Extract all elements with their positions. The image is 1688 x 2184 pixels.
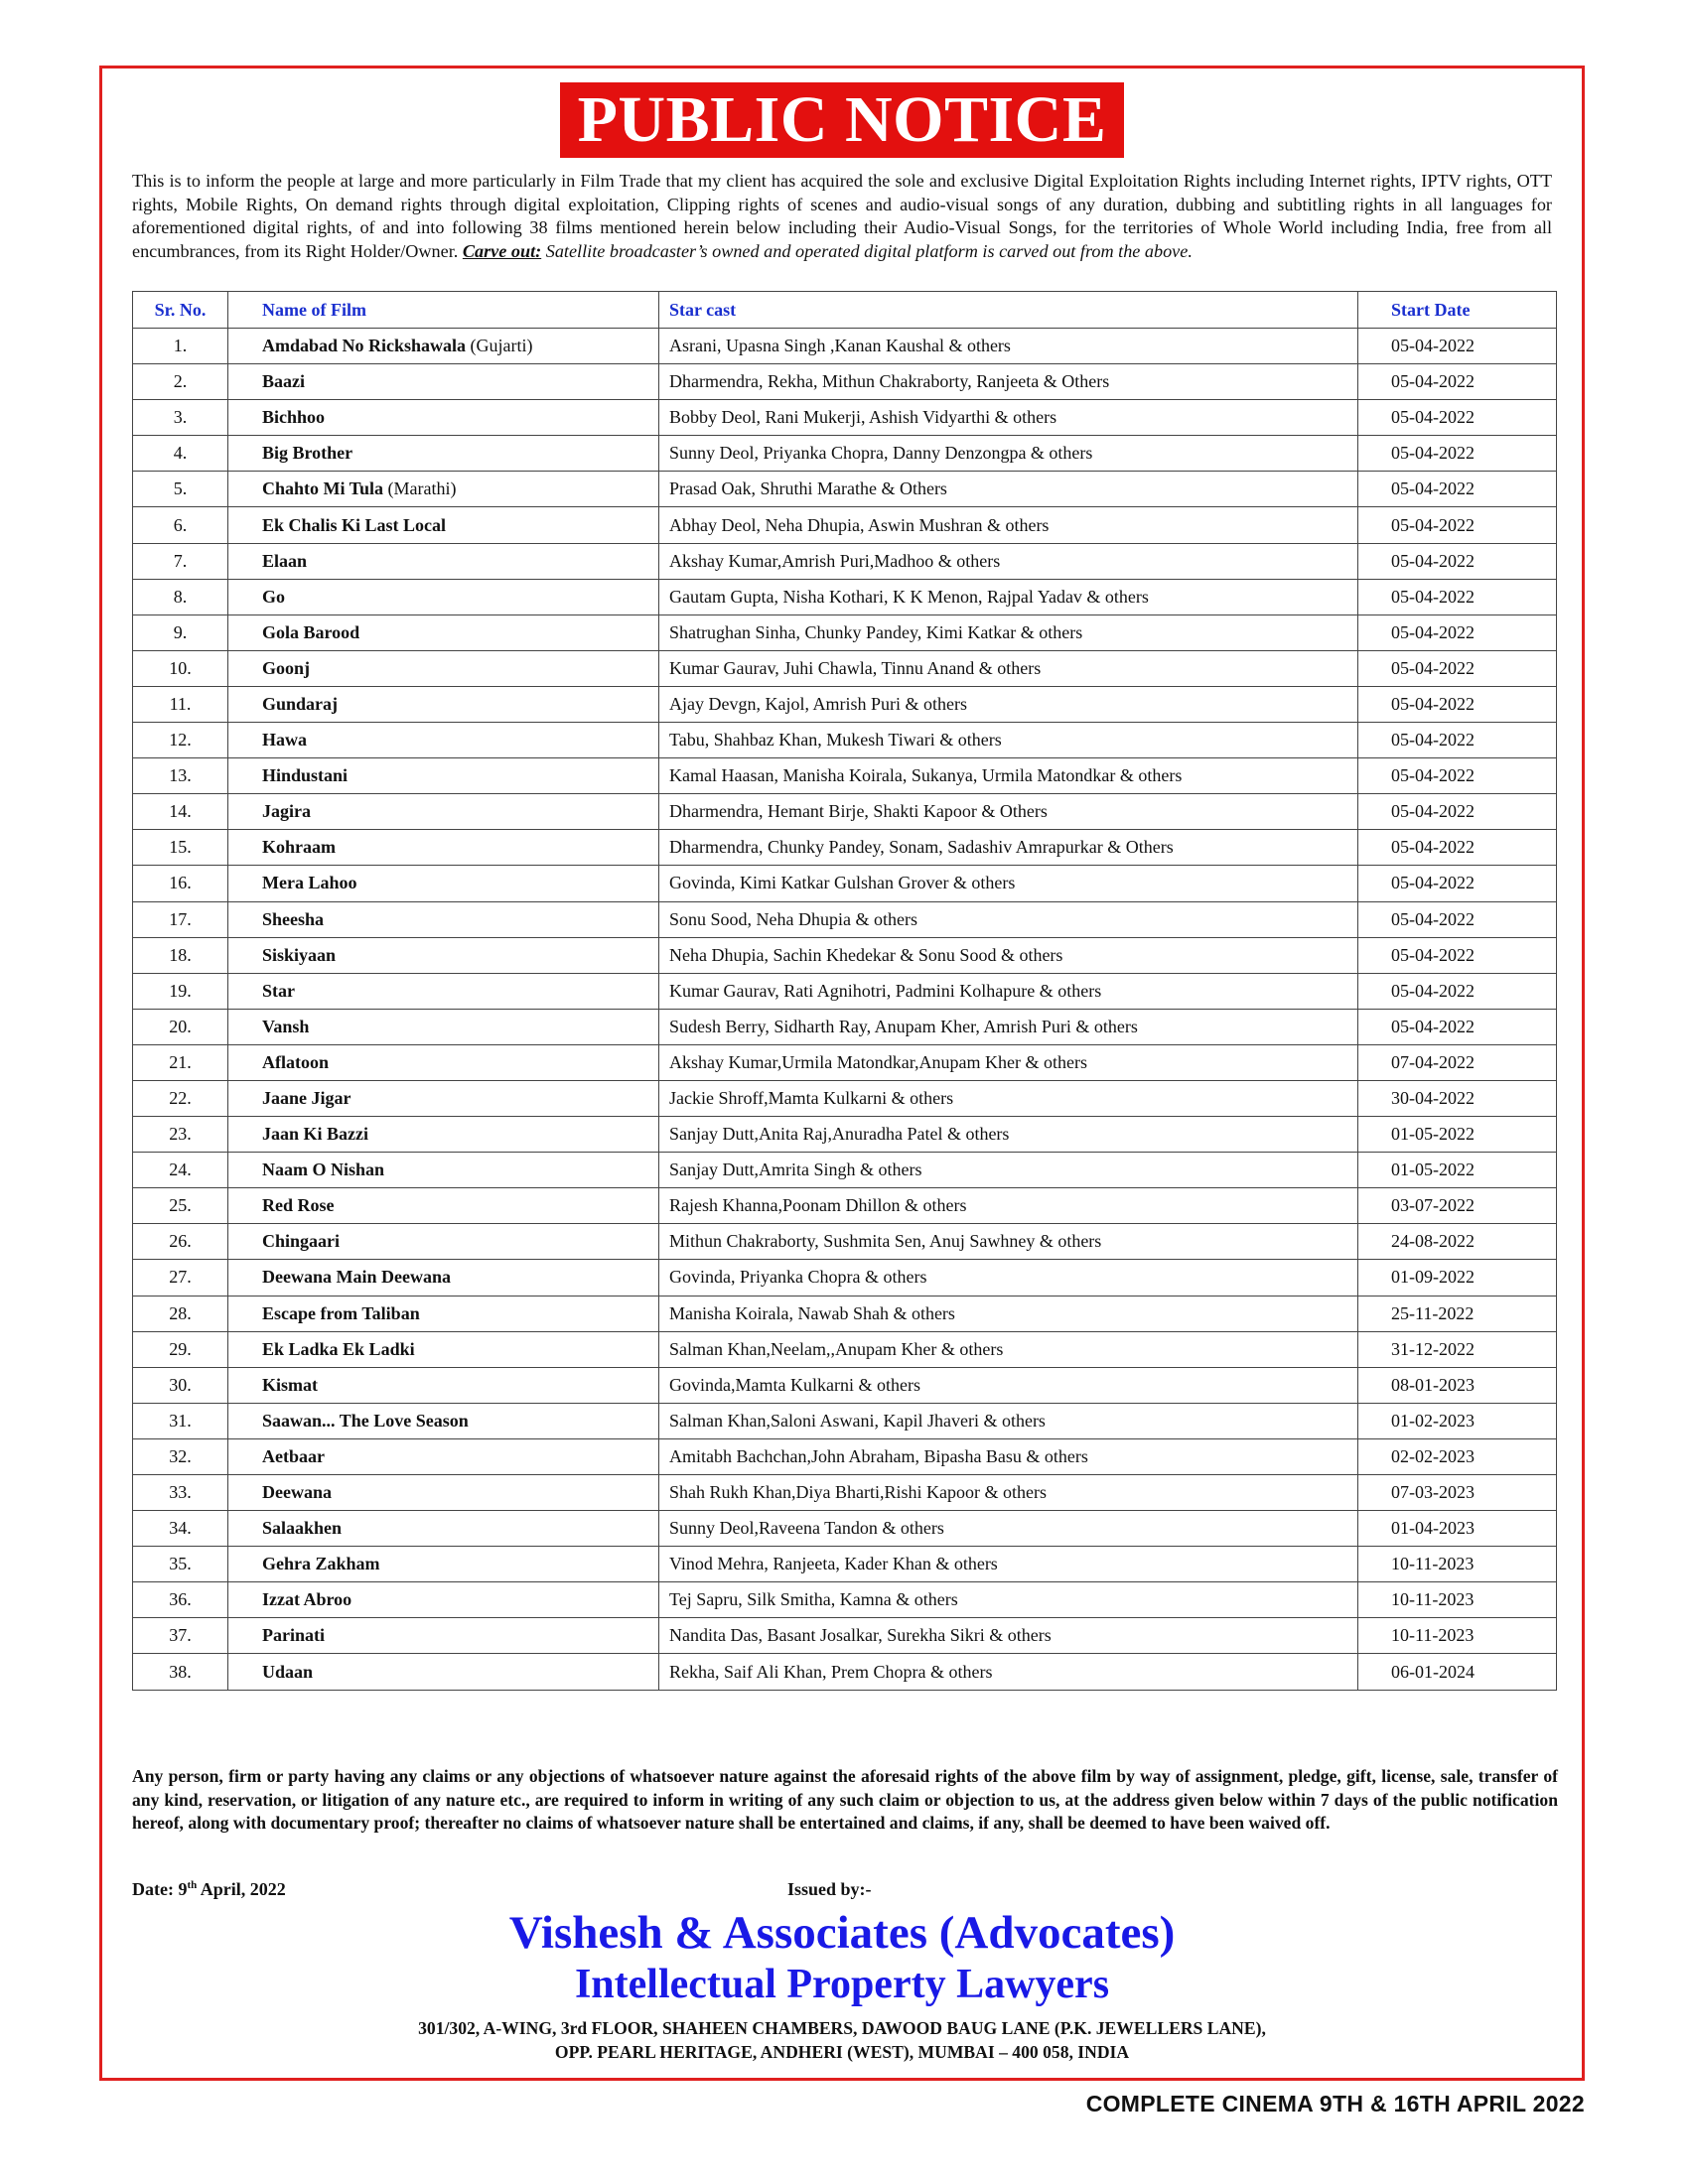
cell-sr-no: 10. [133, 650, 228, 686]
cell-sr-no: 5. [133, 472, 228, 507]
cell-film-name [228, 364, 659, 400]
film-language: (Gujarti) [466, 336, 533, 356]
cell-sr-no: 12. [133, 723, 228, 758]
cell-sr-no: 9. [133, 614, 228, 650]
cell-sr-no: 4. [133, 436, 228, 472]
cell-sr-no: 8. [133, 579, 228, 614]
films-table-body [133, 329, 1557, 1691]
film-title: Mera Lahoo [262, 873, 357, 893]
cell-sr-no: 22. [133, 1080, 228, 1116]
cell-sr-no: 33. [133, 1475, 228, 1511]
cell-sr-no: 16. [133, 866, 228, 901]
cell-start-date: 05-04-2022 [1358, 830, 1557, 866]
cell-film-name [228, 1367, 659, 1403]
cell-star-cast: Bobby Deol, Rani Mukerji, Ashish Vidyarthi & others [659, 400, 1358, 436]
address-line-1: 301/302, A-WING, 3rd FLOOR, SHAHEEN CHAMBERS, DAWOOD BAUG LANE (P.K. JEWELLERS LANE), [418, 2018, 1266, 2038]
table-row [133, 579, 1557, 614]
cell-start-date: 10-11-2023 [1358, 1547, 1557, 1582]
cell-start-date: 24-08-2022 [1358, 1224, 1557, 1260]
cell-start-date: 05-04-2022 [1358, 436, 1557, 472]
cell-sr-no: 30. [133, 1367, 228, 1403]
table-row [133, 1331, 1557, 1367]
cell-start-date: 05-04-2022 [1358, 614, 1557, 650]
cell-film-name [228, 1117, 659, 1153]
film-title: Jagira [262, 801, 311, 822]
cell-start-date: 07-03-2023 [1358, 1475, 1557, 1511]
cell-start-date: 05-04-2022 [1358, 686, 1557, 722]
table-row [133, 1224, 1557, 1260]
cell-start-date: 05-04-2022 [1358, 1009, 1557, 1044]
cell-film-name [228, 614, 659, 650]
cell-star-cast: Nandita Das, Basant Josalkar, Surekha Sikri & others [659, 1618, 1358, 1654]
cell-film-name [228, 758, 659, 794]
carve-out-label: Carve out: [462, 240, 542, 261]
film-title: Ek Chalis Ki Last Local [262, 514, 447, 535]
films-table [132, 291, 1557, 1691]
table-row [133, 1582, 1557, 1618]
cell-film-name [228, 1044, 659, 1080]
header-film-name: Name of Film [228, 292, 659, 329]
cell-star-cast: Abhay Deol, Neha Dhupia, Aswin Mushran & others [659, 507, 1358, 543]
cell-star-cast: Shah Rukh Khan,Diya Bharti,Rishi Kapoor & others [659, 1475, 1358, 1511]
cell-film-name [228, 830, 659, 866]
film-title: Baazi [262, 371, 305, 392]
cell-film-name [228, 579, 659, 614]
cell-start-date: 05-04-2022 [1358, 543, 1557, 579]
film-title: Elaan [262, 550, 308, 571]
table-row [133, 1117, 1557, 1153]
cell-film-name [228, 1618, 659, 1654]
cell-start-date: 05-04-2022 [1358, 400, 1557, 436]
cell-star-cast: Salman Khan,Neelam,,Anupam Kher & others [659, 1331, 1358, 1367]
publication-credit: COMPLETE CINEMA 9TH & 16TH APRIL 2022 [1085, 2091, 1585, 2116]
cell-sr-no: 20. [133, 1009, 228, 1044]
cell-start-date: 01-04-2023 [1358, 1511, 1557, 1547]
cell-sr-no: 27. [133, 1260, 228, 1296]
intro-paragraph [132, 170, 1552, 263]
cell-star-cast: Tej Sapru, Silk Smitha, Kamna & others [659, 1582, 1358, 1618]
film-title: Go [262, 586, 286, 607]
cell-star-cast: Sunny Deol, Priyanka Chopra, Danny Denzongpa & others [659, 436, 1358, 472]
table-row [133, 1188, 1557, 1224]
cell-star-cast: Sudesh Berry, Sidharth Ray, Anupam Kher, Amrish Puri & others [659, 1009, 1358, 1044]
table-row [133, 758, 1557, 794]
table-row [133, 1260, 1557, 1296]
notice-date [132, 1879, 286, 1900]
cell-film-name [228, 1547, 659, 1582]
table-row [133, 866, 1557, 901]
cell-start-date: 31-12-2022 [1358, 1331, 1557, 1367]
cell-star-cast: Prasad Oak, Shruthi Marathe & Others [659, 472, 1358, 507]
cell-sr-no: 14. [133, 794, 228, 830]
film-title: Aflatoon [262, 1051, 329, 1072]
cell-star-cast: Kamal Haasan, Manisha Koirala, Sukanya, Urmila Matondkar & others [659, 758, 1358, 794]
cell-sr-no: 7. [133, 543, 228, 579]
cell-star-cast: Dharmendra, Rekha, Mithun Chakraborty, Ranjeeta & Others [659, 364, 1358, 400]
cell-film-name [228, 1296, 659, 1331]
date-prefix: Date: 9 [132, 1879, 188, 1899]
table-row [133, 614, 1557, 650]
cell-film-name [228, 1153, 659, 1188]
cell-start-date: 05-04-2022 [1358, 866, 1557, 901]
cell-sr-no: 29. [133, 1331, 228, 1367]
cell-star-cast: Sonu Sood, Neha Dhupia & others [659, 901, 1358, 937]
cell-start-date: 05-04-2022 [1358, 723, 1557, 758]
cell-start-date: 05-04-2022 [1358, 758, 1557, 794]
cell-sr-no: 13. [133, 758, 228, 794]
cell-star-cast: Tabu, Shahbaz Khan, Mukesh Tiwari & others [659, 723, 1358, 758]
issued-by-label: Issued by:- [787, 1879, 872, 1899]
objection-paragraph: Any person, firm or party having any claims or any objections of whatsoever nature against the aforesaid rights of the above film by way of assignment, pledge, gift, license, sale, transfer of any kind, reservation, or litigation of any nature etc., are required to inform in writing of any such claim or objection to us, at the address given below within 7 days of the public notification hereof, along with documentary proof; thereafter no claims of whatsoever nature shall be entertained and claims, if any, shall be deemed to have been waived off. [132, 1766, 1558, 1833]
film-title: Parinati [262, 1625, 325, 1646]
cell-sr-no: 31. [133, 1403, 228, 1438]
cell-start-date: 03-07-2022 [1358, 1188, 1557, 1224]
cell-film-name [228, 1331, 659, 1367]
cell-film-name [228, 1511, 659, 1547]
cell-sr-no: 36. [133, 1582, 228, 1618]
film-title: Jaan Ki Bazzi [262, 1124, 368, 1145]
film-title: Ek Ladka Ek Ladki [262, 1338, 415, 1359]
cell-start-date: 10-11-2023 [1358, 1582, 1557, 1618]
film-title: Big Brother [262, 443, 353, 464]
cell-star-cast: Mithun Chakraborty, Sushmita Sen, Anuj Sawhney & others [659, 1224, 1358, 1260]
film-title: Deewana [262, 1482, 332, 1503]
cell-star-cast: Sunny Deol,Raveena Tandon & others [659, 1511, 1358, 1547]
cell-star-cast: Kumar Gaurav, Juhi Chawla, Tinnu Anand & others [659, 650, 1358, 686]
cell-start-date: 05-04-2022 [1358, 579, 1557, 614]
cell-sr-no: 15. [133, 830, 228, 866]
cell-sr-no: 26. [133, 1224, 228, 1260]
film-title: Gola Barood [262, 621, 360, 642]
film-title: Gehra Zakham [262, 1554, 380, 1574]
table-row [133, 1547, 1557, 1582]
table-row [133, 1153, 1557, 1188]
cell-start-date: 06-01-2024 [1358, 1654, 1557, 1690]
table-row [133, 901, 1557, 937]
cell-film-name [228, 472, 659, 507]
firm-tagline: Intellectual Property Lawyers [574, 1962, 1110, 2007]
cell-sr-no: 3. [133, 400, 228, 436]
cell-film-name [228, 973, 659, 1009]
cell-film-name [228, 1188, 659, 1224]
cell-film-name [228, 1438, 659, 1474]
film-title: Vansh [262, 1016, 310, 1036]
cell-start-date: 07-04-2022 [1358, 1044, 1557, 1080]
table-row [133, 400, 1557, 436]
film-title: Salaakhen [262, 1518, 343, 1539]
cell-film-name [228, 1403, 659, 1438]
cell-film-name [228, 901, 659, 937]
cell-sr-no: 2. [133, 364, 228, 400]
intro-main: This is to inform the people at large and more particularly in Film Trade that my client has acquired the sole and exclusive Digital Exploitation Rights including Internet rights, IPTV rights, OTT rights, Mobile Rights, On demand rights through digital exploitation, Clipping rights of scenes and audio-visual songs of any duration, dubbing and subtitling rights in all languages for aforementioned digital rights, of and into following 38 films mentioned herein below including their Audio-Visual Songs, for the territories of Whole World including India, free from all encumbrances, from its Right Holder/Owner. [132, 171, 1552, 261]
cell-star-cast: Manisha Koirala, Nawab Shah & others [659, 1296, 1358, 1331]
table-row [133, 830, 1557, 866]
table-row [133, 1009, 1557, 1044]
header-sr-no: Sr. No. [133, 292, 228, 329]
cell-film-name [228, 650, 659, 686]
cell-sr-no: 37. [133, 1618, 228, 1654]
film-title: Hawa [262, 730, 307, 751]
cell-sr-no: 17. [133, 901, 228, 937]
film-language: (Marathi) [383, 478, 457, 499]
table-row [133, 686, 1557, 722]
table-row [133, 937, 1557, 973]
table-row [133, 1296, 1557, 1331]
table-row [133, 650, 1557, 686]
cell-star-cast: Dharmendra, Chunky Pandey, Sonam, Sadashiv Amrapurkar & Others [659, 830, 1358, 866]
cell-film-name [228, 937, 659, 973]
film-title: Izzat Abroo [262, 1589, 352, 1610]
film-title: Siskiyaan [262, 944, 337, 965]
film-title: Amdabad No Rickshawala [262, 336, 467, 356]
cell-sr-no: 19. [133, 973, 228, 1009]
cell-start-date: 05-04-2022 [1358, 973, 1557, 1009]
cell-star-cast: Salman Khan,Saloni Aswani, Kapil Jhaveri & others [659, 1403, 1358, 1438]
cell-sr-no: 34. [133, 1511, 228, 1547]
cell-start-date: 05-04-2022 [1358, 472, 1557, 507]
cell-sr-no: 38. [133, 1654, 228, 1690]
cell-star-cast: Neha Dhupia, Sachin Khedekar & Sonu Sood & others [659, 937, 1358, 973]
cell-film-name [228, 794, 659, 830]
date-suffix: th [187, 1879, 198, 1891]
cell-film-name [228, 723, 659, 758]
firm-name: Vishesh & Associates (Advocates) [508, 1907, 1176, 1959]
film-title: Escape from Taliban [262, 1302, 420, 1323]
address-line-2: OPP. PEARL HERITAGE, ANDHERI (WEST), MUMBAI – 400 058, INDIA [554, 2042, 1130, 2062]
film-title: Sheesha [262, 908, 325, 929]
cell-star-cast: Govinda, Priyanka Chopra & others [659, 1260, 1358, 1296]
film-title: Goonj [262, 657, 311, 678]
cell-film-name [228, 1582, 659, 1618]
cell-star-cast: Dharmendra, Hemant Birje, Shakti Kapoor & Others [659, 794, 1358, 830]
cell-start-date: 01-09-2022 [1358, 1260, 1557, 1296]
cell-film-name [228, 507, 659, 543]
table-row [133, 1403, 1557, 1438]
table-row [133, 1080, 1557, 1116]
film-title: Deewana Main Deewana [262, 1267, 451, 1288]
cell-star-cast: Gautam Gupta, Nisha Kothari, K K Menon, Rajpal Yadav & others [659, 579, 1358, 614]
film-title: Kismat [262, 1374, 318, 1395]
film-title: Jaane Jigar [262, 1088, 352, 1109]
film-title: Chahto Mi Tula [262, 478, 384, 499]
cell-film-name [228, 1475, 659, 1511]
cell-star-cast: Amitabh Bachchan,John Abraham, Bipasha Basu & others [659, 1438, 1358, 1474]
film-title: Naam O Nishan [262, 1160, 385, 1180]
table-row [133, 436, 1557, 472]
cell-start-date: 05-04-2022 [1358, 329, 1557, 364]
cell-film-name [228, 1080, 659, 1116]
film-title: Saawan... The Love Season [262, 1410, 469, 1431]
cell-sr-no: 18. [133, 937, 228, 973]
cell-star-cast: Govinda, Kimi Katkar Gulshan Grover & others [659, 866, 1358, 901]
cell-start-date: 01-02-2023 [1358, 1403, 1557, 1438]
table-header-row [133, 292, 1557, 329]
notice-title: PUBLIC NOTICE [560, 82, 1125, 158]
cell-star-cast: Rajesh Khanna,Poonam Dhillon & others [659, 1188, 1358, 1224]
table-row [133, 1475, 1557, 1511]
film-title: Star [262, 980, 295, 1001]
table-row [133, 1511, 1557, 1547]
table-row [133, 723, 1557, 758]
cell-start-date: 05-04-2022 [1358, 507, 1557, 543]
film-title: Udaan [262, 1661, 314, 1682]
cell-star-cast: Sanjay Dutt,Anita Raj,Anuradha Patel & others [659, 1117, 1358, 1153]
cell-sr-no: 35. [133, 1547, 228, 1582]
header-start-date: Start Date [1358, 292, 1557, 329]
table-row [133, 1044, 1557, 1080]
cell-sr-no: 1. [133, 329, 228, 364]
cell-start-date: 05-04-2022 [1358, 364, 1557, 400]
film-title: Hindustani [262, 765, 349, 786]
table-row [133, 1618, 1557, 1654]
film-title: Chingaari [262, 1231, 341, 1252]
table-row [133, 507, 1557, 543]
cell-start-date: 02-02-2023 [1358, 1438, 1557, 1474]
cell-sr-no: 25. [133, 1188, 228, 1224]
notice-frame [99, 66, 1585, 2081]
date-rest: April, 2022 [197, 1879, 286, 1899]
cell-sr-no: 32. [133, 1438, 228, 1474]
cell-film-name [228, 436, 659, 472]
cell-start-date: 25-11-2022 [1358, 1296, 1557, 1331]
film-title: Gundaraj [262, 693, 339, 714]
cell-star-cast: Vinod Mehra, Ranjeeta, Kader Khan & others [659, 1547, 1358, 1582]
cell-film-name [228, 400, 659, 436]
table-row [133, 794, 1557, 830]
film-title: Kohraam [262, 837, 336, 858]
cell-film-name [228, 329, 659, 364]
cell-film-name [228, 1224, 659, 1260]
cell-film-name [228, 1009, 659, 1044]
cell-start-date: 08-01-2023 [1358, 1367, 1557, 1403]
cell-star-cast: Jackie Shroff,Mamta Kulkarni & others [659, 1080, 1358, 1116]
cell-sr-no: 11. [133, 686, 228, 722]
carve-out-text: Satellite broadcaster’s owned and operated digital platform is carved out from the above. [545, 240, 1193, 261]
cell-start-date: 05-04-2022 [1358, 794, 1557, 830]
cell-start-date: 05-04-2022 [1358, 650, 1557, 686]
firm-address [102, 2016, 1582, 2064]
film-title: Aetbaar [262, 1445, 325, 1466]
cell-sr-no: 24. [133, 1153, 228, 1188]
cell-sr-no: 28. [133, 1296, 228, 1331]
table-row [133, 364, 1557, 400]
table-row [133, 973, 1557, 1009]
cell-star-cast: Asrani, Upasna Singh ,Kanan Kaushal & others [659, 329, 1358, 364]
cell-film-name [228, 1654, 659, 1690]
cell-star-cast: Kumar Gaurav, Rati Agnihotri, Padmini Kolhapure & others [659, 973, 1358, 1009]
table-row [133, 1367, 1557, 1403]
cell-start-date: 01-05-2022 [1358, 1153, 1557, 1188]
title-wrap [102, 82, 1582, 158]
cell-film-name [228, 543, 659, 579]
cell-star-cast: Shatrughan Sinha, Chunky Pandey, Kimi Katkar & others [659, 614, 1358, 650]
cell-start-date: 05-04-2022 [1358, 937, 1557, 973]
cell-sr-no: 21. [133, 1044, 228, 1080]
cell-star-cast: Akshay Kumar,Amrish Puri,Madhoo & others [659, 543, 1358, 579]
table-row [133, 543, 1557, 579]
table-row [133, 472, 1557, 507]
film-title: Red Rose [262, 1195, 335, 1216]
cell-start-date: 10-11-2023 [1358, 1618, 1557, 1654]
table-row [133, 1654, 1557, 1690]
table-row [133, 329, 1557, 364]
cell-start-date: 05-04-2022 [1358, 901, 1557, 937]
cell-star-cast: Akshay Kumar,Urmila Matondkar,Anupam Kher & others [659, 1044, 1358, 1080]
cell-film-name [228, 1260, 659, 1296]
cell-start-date: 01-05-2022 [1358, 1117, 1557, 1153]
cell-sr-no: 23. [133, 1117, 228, 1153]
cell-star-cast: Ajay Devgn, Kajol, Amrish Puri & others [659, 686, 1358, 722]
cell-film-name [228, 866, 659, 901]
film-title: Bichhoo [262, 407, 326, 428]
header-star-cast: Star cast [659, 292, 1358, 329]
cell-sr-no: 6. [133, 507, 228, 543]
cell-star-cast: Govinda,Mamta Kulkarni & others [659, 1367, 1358, 1403]
cell-film-name [228, 686, 659, 722]
cell-star-cast: Sanjay Dutt,Amrita Singh & others [659, 1153, 1358, 1188]
cell-star-cast: Rekha, Saif Ali Khan, Prem Chopra & others [659, 1654, 1358, 1690]
table-row [133, 1438, 1557, 1474]
cell-start-date: 30-04-2022 [1358, 1080, 1557, 1116]
